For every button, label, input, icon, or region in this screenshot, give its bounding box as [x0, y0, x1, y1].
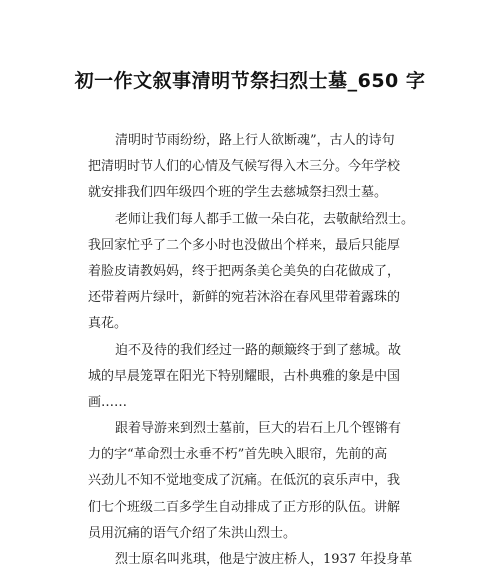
document-title: 初一作文叙事清明节祭扫烈士墓_650 字	[74, 70, 426, 92]
text-line: 把清明时节人们的心情及气候写得入木三分。今年学校	[88, 159, 401, 175]
text-line: 老师让我们每人都手工做一朵白花，去敬献给烈士。	[115, 211, 415, 227]
text-line: 我回家忙乎了二个多小时也没做出个样来，最后只能厚	[88, 237, 401, 253]
text-line: 烈士原名叫兆琪，他是宁波庄桥人，1937 年投身革	[115, 552, 413, 567]
text-line: 兴劲儿不知不觉地变成了沉痛。在低沉的哀乐声中，我	[88, 473, 401, 489]
text-line: 着脸皮请教妈妈，终于把两条美仑美奂的白花做成了，	[88, 263, 401, 279]
text-line: 力的字“革命烈士永垂不朽”首先映入眼帘，先前的高	[88, 447, 388, 463]
paragraph	[88, 416, 428, 547]
paragraph	[88, 207, 428, 338]
text-line: 迫不及待的我们经过一路的颠簸终于到了慈城。故	[115, 342, 402, 358]
text-line: 城的早晨笼罩在阳光下特别耀眼，古朴典雅的象是中国	[88, 368, 401, 384]
paragraph	[88, 338, 428, 417]
text-line: 真花。	[88, 316, 128, 332]
text-line: 跟着导游来到烈士墓前，巨大的岩石上几个铿锵有	[115, 421, 402, 437]
paragraph	[88, 547, 428, 573]
text-line: 画……	[88, 394, 128, 410]
text-line: 们七个班级二百多学生自动排成了正方形的队伍。讲解	[88, 499, 401, 515]
text-line: 就安排我们四年级四个班的学生去慈城祭扫烈士墓。	[88, 185, 388, 201]
paragraph	[88, 128, 428, 207]
text-line: 还带着两片绿叶，新鲜的宛若沐浴在春风里带着露珠的	[88, 290, 401, 306]
document-body	[88, 128, 428, 573]
text-line: 员用沉痛的语气介绍了朱洪山烈士。	[88, 525, 297, 541]
text-line: 清明时节雨纷纷，路上行人欲断魂”，古人的诗句	[115, 133, 395, 148]
